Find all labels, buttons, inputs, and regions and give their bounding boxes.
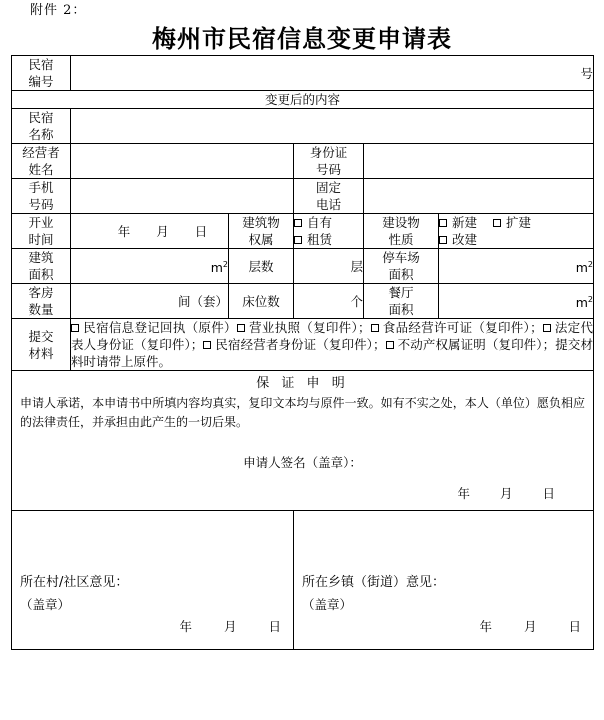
checkbox-ownership-rented[interactable]: 租赁 [294,231,363,248]
field-homestay-name[interactable] [71,109,594,144]
date-day-label: 日 [194,223,208,239]
date-month-label: 月 [156,223,169,239]
field-id-number[interactable] [364,144,594,179]
checkbox-icon[interactable] [294,236,302,244]
applicant-signature-label[interactable]: 申请人签名（盖章）： [243,455,362,470]
table-row-phone [12,179,594,214]
declaration-body: 申请人承诺，本申请书中所填内容均真实，复印文本均与原件一致。如有不实之处，本人（单位）愿负相应的法律责任，并承担由此产生的一切后果。 [20,396,585,429]
checkbox-icon[interactable] [294,219,302,227]
material-item-0: 民宿信息登记回执（原件） [83,320,237,335]
unit-floor: 层 [350,258,363,274]
date-month-label: 月 [523,619,537,634]
label-submitted-materials: 提交 材料 [12,319,71,371]
label-building-ownership: 建筑物 权属 [229,214,294,249]
label-landline-phone: 固定 电话 [294,179,364,214]
section-banner: 变更后的内容 [12,91,594,109]
material-item-4: 民宿经营者身份证（复印件）； [215,337,386,352]
field-construction-nature[interactable] [439,214,594,249]
label-floors: 层数 [229,249,294,284]
date-day-label: 日 [268,619,281,634]
checkbox-icon[interactable] [439,236,447,244]
page-title: 梅州市民宿信息变更申请表 [152,24,452,53]
field-dining-area[interactable] [439,284,594,319]
table-row-section-banner [12,91,594,109]
field-mobile-phone[interactable] [71,179,294,214]
unit-hao: 号 [580,65,593,81]
checkbox-ownership-owned[interactable]: 自有 [294,214,363,231]
checkbox-nature-expansion[interactable]: 扩建 [493,214,531,231]
opinion-township-title: 所在乡镇（街道）意见： [302,575,446,590]
date-day-label: 日 [568,619,581,634]
checkbox-icon[interactable] [439,219,447,227]
field-submitted-materials[interactable] [71,319,594,371]
opinion-township-date[interactable] [479,618,581,635]
label-operator-name: 经营者 姓名 [12,144,71,179]
opinion-township[interactable] [294,511,594,650]
unit-piece: 个 [350,293,363,309]
opinion-village-seal: （盖章） [20,597,71,612]
label-construction-nature: 建设物 性质 [364,214,439,249]
table-row-materials [12,319,594,371]
unit-square-meter: $m^2$ [210,259,228,276]
table-row-operator [12,144,594,179]
label-parking-area: 停车场 面积 [364,249,439,284]
date-month-label: 月 [499,486,513,501]
material-item-5: 不动产权属证明（复印件）； [397,337,556,352]
label-mobile-phone: 手机 号码 [12,179,71,214]
declaration-cell [12,371,594,511]
label-building-area: 建筑 面积 [12,249,71,284]
material-item-2: 食品经营许可证（复印件）； [382,320,543,335]
opinion-township-seal: （盖章） [302,597,353,612]
opinion-village-title: 所在村/社区意见： [20,575,129,590]
field-landline-phone[interactable] [364,179,594,214]
table-row-opening [12,214,594,249]
material-item-1: 营业执照（复印件）； [248,320,371,335]
field-building-area[interactable] [71,249,229,284]
checkbox-icon[interactable] [71,324,79,332]
label-homestay-name: 民宿 名称 [12,109,71,144]
table-row-rooms [12,284,594,319]
unit-rooms: 间（套） [177,293,228,309]
label-opening-date: 开业 时间 [12,214,71,249]
label-room-count: 客房 数量 [12,284,71,319]
label-homestay-id: 民宿 编号 [12,56,71,91]
field-homestay-id[interactable] [71,56,594,91]
attachment-label: 附件 2： [30,3,87,18]
material-item-3: 法定代表人身份证（复印件）； [71,320,593,352]
unit-square-meter: $m^2$ [575,259,593,276]
table-row-building-area [12,249,594,284]
field-floors[interactable] [294,249,364,284]
field-room-count[interactable] [71,284,229,319]
table-row-name [12,109,594,144]
date-day-label: 日 [542,486,555,501]
application-form-table [11,55,594,650]
table-row-declaration [12,371,594,511]
materials-tail-note: 提交材料时请带上原件。 [71,337,593,369]
declaration-date[interactable] [12,471,593,510]
label-bed-count: 床位数 [229,284,294,319]
checkbox-icon[interactable] [543,324,551,332]
declaration-title: 保 证 申 明 [256,376,349,391]
date-month-label: 月 [223,619,237,634]
label-id-number: 身份证 号码 [294,144,364,179]
checkbox-icon[interactable] [203,341,211,349]
checkbox-icon[interactable] [386,341,394,349]
field-operator-name[interactable] [71,144,294,179]
checkbox-icon[interactable] [237,324,245,332]
opinion-village[interactable] [12,511,294,650]
checkbox-icon[interactable] [371,324,379,332]
date-year-label: 年 [457,486,470,501]
field-parking-area[interactable] [439,249,594,284]
label-dining-area: 餐厅 面积 [364,284,439,319]
date-year-label: 年 [479,619,492,634]
unit-square-meter: $m^2$ [575,294,593,311]
date-year-label: 年 [179,619,192,634]
checkbox-icon[interactable] [493,219,501,227]
checkbox-nature-renovation[interactable]: 改建 [439,231,593,248]
checkbox-nature-new[interactable]: 新建 [439,214,477,231]
table-row-id [12,56,594,91]
field-building-ownership[interactable] [294,214,364,249]
field-opening-date[interactable] [71,214,229,249]
date-year-label: 年 [117,223,131,239]
table-row-opinions [12,511,594,650]
field-bed-count[interactable] [294,284,364,319]
opinion-village-date[interactable] [179,618,281,635]
